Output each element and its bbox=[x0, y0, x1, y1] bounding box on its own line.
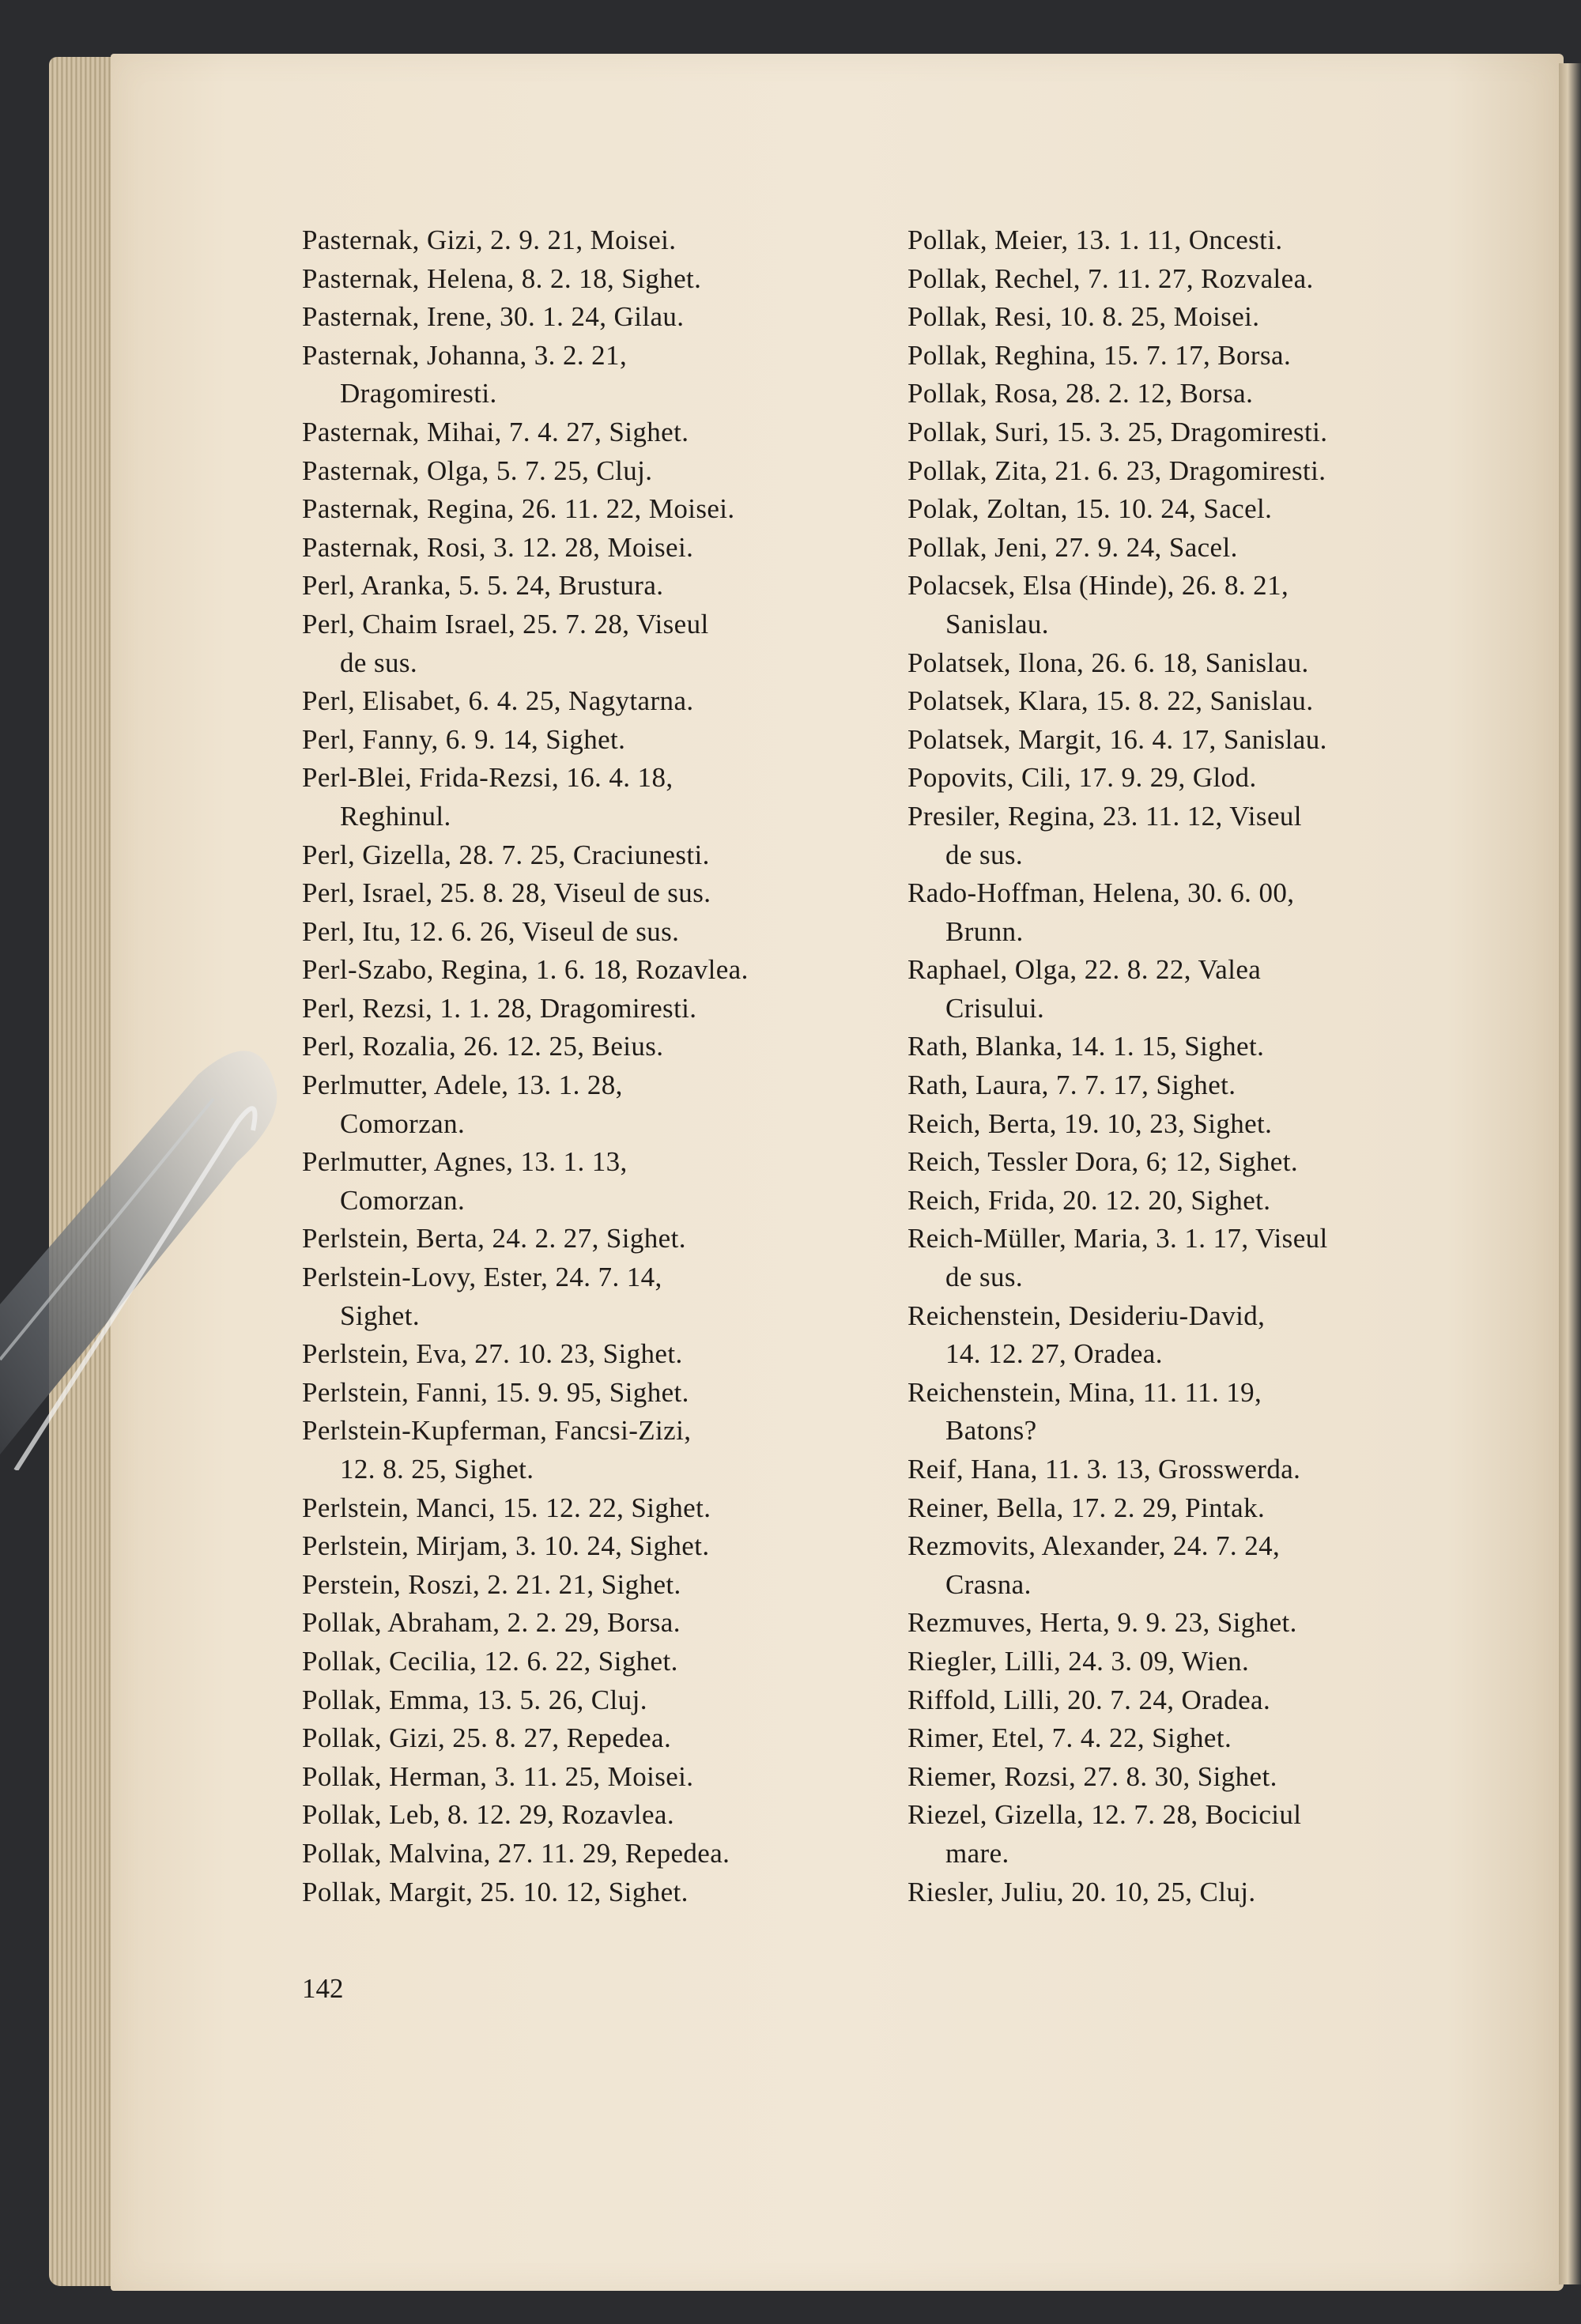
entry-line: Perl, Israel, 25. 8. 28, Viseul de sus. bbox=[302, 877, 711, 909]
entry-line: Raphael, Olga, 22. 8. 22, Valea bbox=[907, 954, 1262, 986]
entry-line: Pollak, Margit, 25. 10. 12, Sighet. bbox=[302, 1876, 689, 1907]
entry-line: Polatsek, Margit, 16. 4. 17, Sanislau. bbox=[907, 723, 1327, 755]
entry-line: Rezmovits, Alexander, 24. 7. 24, bbox=[907, 1530, 1281, 1562]
entry-line: Pasternak, Irene, 30. 1. 24, Gilau. bbox=[302, 301, 685, 333]
entry-line: Riesler, Juliu, 20. 10, 25, Cluj. bbox=[907, 1876, 1256, 1907]
entry-line: Pollak, Zita, 21. 6. 23, Dragomiresti. bbox=[907, 455, 1326, 486]
page-stack-right-edge bbox=[1559, 63, 1581, 2284]
entry-line: Reif, Hana, 11. 3. 13, Grosswerda. bbox=[907, 1454, 1301, 1485]
entry-line: Reich, Berta, 19. 10, 23, Sighet. bbox=[907, 1107, 1273, 1139]
entry-line: Pollak, Resi, 10. 8. 25, Moisei. bbox=[907, 301, 1260, 333]
entry-line: Pollak, Reghina, 15. 7. 17, Borsa. bbox=[907, 339, 1292, 371]
entry-line: Pasternak, Mihai, 7. 4. 27, Sighet. bbox=[302, 416, 689, 447]
entry-line: Perl, Aranka, 5. 5. 24, Brustura. bbox=[302, 570, 664, 602]
entry-line: Perlmutter, Agnes, 13. 1. 13, bbox=[302, 1146, 628, 1178]
right-column bbox=[907, 221, 1508, 1911]
entry-line: Riffold, Lilli, 20. 7. 24, Oradea. bbox=[907, 1684, 1271, 1715]
entry-line: Pollak, Abraham, 2. 2. 29, Borsa. bbox=[302, 1607, 681, 1639]
entry-line: Pollak, Rosa, 28. 2. 12, Borsa. bbox=[907, 378, 1254, 409]
entry-line: Pollak, Leb, 8. 12. 29, Rozavlea. bbox=[302, 1799, 675, 1831]
entry-continuation-line: Reghinul. bbox=[340, 800, 451, 832]
entry-line: Pasternak, Regina, 26. 11. 22, Moisei. bbox=[302, 493, 735, 525]
entry-continuation-line: de sus. bbox=[340, 647, 418, 678]
entry-line: Polacsek, Elsa (Hinde), 26. 8. 21, bbox=[907, 570, 1289, 602]
entry-line: Perlstein, Eva, 27. 10. 23, Sighet. bbox=[302, 1338, 683, 1370]
entry-line: Pollak, Herman, 3. 11. 25, Moisei. bbox=[302, 1760, 694, 1792]
entry-line: Rath, Laura, 7. 7. 17, Sighet. bbox=[907, 1070, 1236, 1101]
entry-line: Pollak, Gizi, 25. 8. 27, Repedea. bbox=[302, 1722, 672, 1754]
entry-continuation-line: mare. bbox=[945, 1837, 1009, 1869]
entry-line: Pollak, Rechel, 7. 11. 27, Rozvalea. bbox=[907, 262, 1314, 294]
entry-line: Reichenstein, Desideriu-David, bbox=[907, 1300, 1266, 1331]
entry-line: Perstein, Roszi, 2. 21. 21, Sighet. bbox=[302, 1568, 681, 1600]
entry-line: Pasternak, Gizi, 2. 9. 21, Moisei. bbox=[302, 224, 677, 255]
entry-line: Rath, Blanka, 14. 1. 15, Sighet. bbox=[907, 1031, 1265, 1062]
entry-line: Perlstein, Berta, 24. 2. 27, Sighet. bbox=[302, 1223, 686, 1254]
entry-line: Riezel, Gizella, 12. 7. 28, Bociciul bbox=[907, 1799, 1302, 1831]
entry-line: Reich-Müller, Maria, 3. 1. 17, Viseul bbox=[907, 1223, 1328, 1254]
entry-continuation-line: 12. 8. 25, Sighet. bbox=[340, 1454, 534, 1485]
left-column bbox=[302, 221, 903, 1911]
entry-line: Pollak, Jeni, 27. 9. 24, Sacel. bbox=[907, 531, 1238, 563]
entry-line: Riegler, Lilli, 24. 3. 09, Wien. bbox=[907, 1645, 1250, 1677]
entry-line: Polak, Zoltan, 15. 10. 24, Sacel. bbox=[907, 493, 1273, 525]
entry-line: Perl, Fanny, 6. 9. 14, Sighet. bbox=[302, 723, 626, 755]
entry-continuation-line: Crasna. bbox=[945, 1568, 1032, 1600]
entry-line: Perl, Rezsi, 1. 1. 28, Dragomiresti. bbox=[302, 992, 697, 1024]
entry-line: Perl, Itu, 12. 6. 26, Viseul de sus. bbox=[302, 915, 680, 947]
entry-line: Reiner, Bella, 17. 2. 29, Pintak. bbox=[907, 1492, 1266, 1523]
entry-line: Popovits, Cili, 17. 9. 29, Glod. bbox=[907, 762, 1257, 794]
entry-line: Pollak, Meier, 13. 1. 11, Oncesti. bbox=[907, 224, 1283, 255]
entry-line: Pollak, Cecilia, 12. 6. 22, Sighet. bbox=[302, 1645, 678, 1677]
entry-line: Reich, Frida, 20. 12. 20, Sighet. bbox=[907, 1184, 1271, 1216]
entry-continuation-line: de sus. bbox=[945, 1262, 1024, 1293]
entry-line: Perlstein, Manci, 15. 12. 22, Sighet. bbox=[302, 1492, 711, 1523]
page-stack-left-edge bbox=[49, 57, 119, 2286]
entry-line: Perl-Szabo, Regina, 1. 6. 18, Rozavlea. bbox=[302, 954, 749, 986]
entry-continuation-line: Comorzan. bbox=[340, 1184, 466, 1216]
entry-continuation-line: de sus. bbox=[945, 839, 1024, 870]
entry-line: Reichenstein, Mina, 11. 11. 19, bbox=[907, 1376, 1262, 1408]
entry-continuation-line: Batons? bbox=[945, 1415, 1037, 1447]
entry-continuation-line: Brunn. bbox=[945, 915, 1024, 947]
entry-line: Pollak, Emma, 13. 5. 26, Cluj. bbox=[302, 1684, 647, 1715]
entry-line: Pasternak, Olga, 5. 7. 25, Cluj. bbox=[302, 455, 653, 486]
entry-line: Polatsek, Ilona, 26. 6. 18, Sanislau. bbox=[907, 647, 1309, 678]
entry-continuation-line: Sighet. bbox=[340, 1300, 420, 1331]
entry-line: Reich, Tessler Dora, 6; 12, Sighet. bbox=[907, 1146, 1299, 1178]
entry-continuation-line: Sanislau. bbox=[945, 608, 1049, 639]
entry-line: Rado-Hoffman, Helena, 30. 6. 00, bbox=[907, 877, 1295, 909]
entry-line: Perl-Blei, Frida-Rezsi, 16. 4. 18, bbox=[302, 762, 674, 794]
entry-line: Rezmuves, Herta, 9. 9. 23, Sighet. bbox=[907, 1607, 1297, 1639]
entry-line: Pasternak, Helena, 8. 2. 18, Sighet. bbox=[302, 262, 702, 294]
entry-continuation-line: Comorzan. bbox=[340, 1107, 466, 1139]
entry-line: Riemer, Rozsi, 27. 8. 30, Sighet. bbox=[907, 1760, 1277, 1792]
entry-line: Rimer, Etel, 7. 4. 22, Sighet. bbox=[907, 1722, 1232, 1754]
entry-continuation-line: Crisului. bbox=[945, 992, 1045, 1024]
entry-line: Perl, Elisabet, 6. 4. 25, Nagytarna. bbox=[302, 685, 694, 717]
entry-line: Perl, Rozalia, 26. 12. 25, Beius. bbox=[302, 1031, 664, 1062]
entry-line: Perlstein-Kupferman, Fancsi-Zizi, bbox=[302, 1415, 692, 1447]
entry-line: Pasternak, Rosi, 3. 12. 28, Moisei. bbox=[302, 531, 694, 563]
entry-line: Polatsek, Klara, 15. 8. 22, Sanislau. bbox=[907, 685, 1314, 717]
entry-continuation-line: 14. 12. 27, Oradea. bbox=[945, 1338, 1163, 1370]
entry-line: Perlstein, Fanni, 15. 9. 95, Sighet. bbox=[302, 1376, 689, 1408]
entry-line: Pollak, Suri, 15. 3. 25, Dragomiresti. bbox=[907, 416, 1328, 447]
entry-line: Perlmutter, Adele, 13. 1. 28, bbox=[302, 1070, 623, 1101]
entry-line: Perl, Chaim Israel, 25. 7. 28, Viseul bbox=[302, 608, 709, 639]
entry-line: Perlstein-Lovy, Ester, 24. 7. 14, bbox=[302, 1262, 662, 1293]
entry-line: Pollak, Malvina, 27. 11. 29, Repedea. bbox=[302, 1837, 730, 1869]
entry-line: Perl, Gizella, 28. 7. 25, Craciunesti. bbox=[302, 839, 710, 870]
page-number: 142 bbox=[302, 1973, 344, 2004]
entry-continuation-line: Dragomiresti. bbox=[340, 378, 497, 409]
entry-line: Presiler, Regina, 23. 11. 12, Viseul bbox=[907, 800, 1302, 832]
entry-line: Pasternak, Johanna, 3. 2. 21, bbox=[302, 339, 628, 371]
entry-line: Perlstein, Mirjam, 3. 10. 24, Sighet. bbox=[302, 1530, 710, 1562]
